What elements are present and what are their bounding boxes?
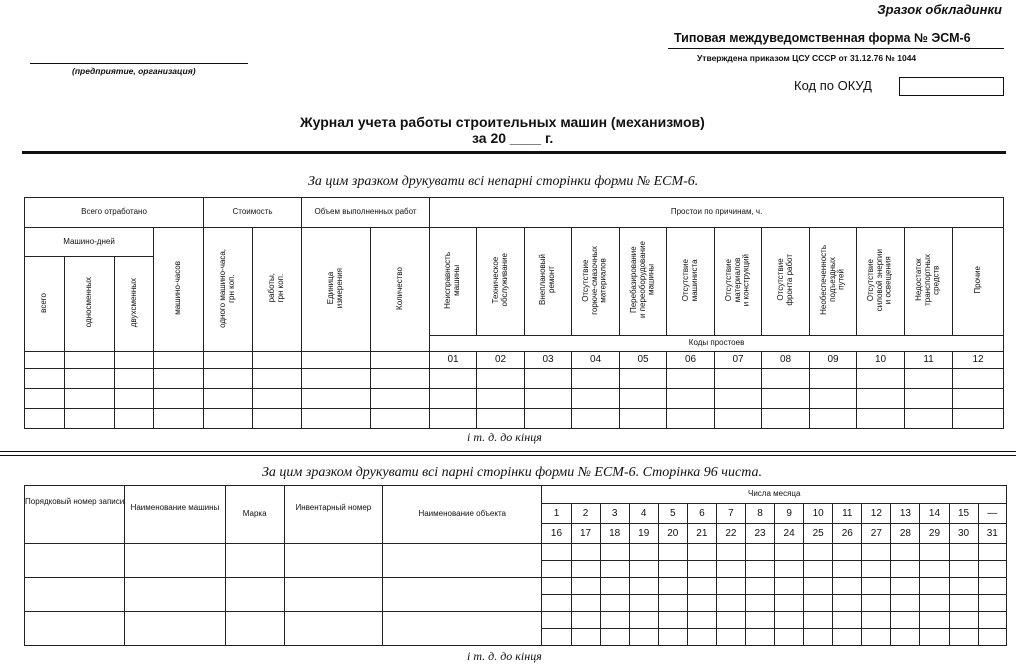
approval-text: Утверждена приказом ЦСУ СССР от 31.12.76 № 1044 xyxy=(697,53,917,63)
okud-label: Код по ОКУД xyxy=(794,78,872,93)
day-cell: 20 xyxy=(658,524,687,544)
day-cell: 7 xyxy=(716,504,745,524)
day-cell: 17 xyxy=(571,524,600,544)
day-cell: 26 xyxy=(833,524,862,544)
downtime-reason: Техническое обслуживание xyxy=(477,228,525,335)
work-log-table-even xyxy=(24,485,1007,646)
code-cell: 07 xyxy=(715,351,762,368)
day-cell: 21 xyxy=(687,524,716,544)
form-title: Типовая междуведомственная форма № ЭСМ-6 xyxy=(674,31,971,45)
day-cell: 25 xyxy=(804,524,833,544)
downtime-reason: Необеспеченность подъездных путей xyxy=(810,228,857,335)
total-days-header: всего xyxy=(25,257,65,351)
quantity-header: Количество xyxy=(371,228,430,352)
machine-name-header: Наименование машины xyxy=(125,486,225,544)
cost-hour-header: одного машино-часа, грн коп. xyxy=(204,228,253,352)
journal-title: Журнал учета работы строительных машин (механизмов) xyxy=(300,114,705,130)
day-cell: 28 xyxy=(891,524,920,544)
org-label: (предприятие, организация) xyxy=(72,66,196,76)
day-cell: 29 xyxy=(920,524,949,544)
day-cell: 8 xyxy=(745,504,774,524)
downtime-codes-label: Коды простоев xyxy=(430,335,1004,351)
code-cell: 08 xyxy=(762,351,810,368)
table-row xyxy=(25,612,1007,629)
day-cell: 18 xyxy=(600,524,629,544)
day-cell: 24 xyxy=(775,524,804,544)
sample-label: Зразок обкладинки xyxy=(877,2,1002,17)
day-cell: 22 xyxy=(716,524,745,544)
day-cell: 3 xyxy=(600,504,629,524)
month-days-header: Числа месяца xyxy=(542,486,1007,504)
group-cost-header: Стоимость xyxy=(204,198,302,228)
two-shift-header: двухсменных xyxy=(115,257,154,351)
okud-field[interactable] xyxy=(899,77,1004,96)
code-cell: 09 xyxy=(810,351,857,368)
group-worked-header: Всего отработано xyxy=(25,198,204,228)
table-row xyxy=(25,544,1007,561)
day-cell: 12 xyxy=(862,504,891,524)
code-cell: 06 xyxy=(667,351,715,368)
day-cell: 31 xyxy=(978,524,1006,544)
day-cell: 23 xyxy=(745,524,774,544)
day-cell: 27 xyxy=(862,524,891,544)
day-cell: 5 xyxy=(658,504,687,524)
day-cell: 19 xyxy=(629,524,658,544)
day-cell: 9 xyxy=(775,504,804,524)
journal-year: за 20 ____ г. xyxy=(472,130,554,146)
day-cell: 16 xyxy=(542,524,571,544)
brand-header: Марка xyxy=(225,486,284,544)
day-cell: 2 xyxy=(571,504,600,524)
even-pages-footer: і т. д. до кінця xyxy=(467,649,542,663)
day-cell: 15 xyxy=(949,504,978,524)
cost-work-header: работы, грн коп. xyxy=(253,228,302,352)
day-cell: 11 xyxy=(833,504,862,524)
downtime-reason: Неисправность машины xyxy=(430,228,477,335)
code-cell: 11 xyxy=(905,351,953,368)
work-log-table-odd xyxy=(24,197,1004,429)
downtime-reason: Прочие xyxy=(953,228,1004,335)
group-volume-header: Объем выполненных работ xyxy=(302,198,430,228)
section-separator-second xyxy=(0,455,1016,456)
day-cell: 14 xyxy=(920,504,949,524)
code-cell: 03 xyxy=(525,351,572,368)
downtime-reason: Перебазирование и переоборудование машины xyxy=(620,228,667,335)
day-cell: 1 xyxy=(542,504,571,524)
table-row xyxy=(25,368,1004,388)
machine-hours-header: машино-часов xyxy=(154,228,204,352)
seq-number-header: Порядковый номер записи xyxy=(25,486,125,544)
machine-days-header: Машино-дней xyxy=(25,228,154,257)
even-pages-note: За цим зразком друкувати всі парні сторінки форми № ЕСМ-6. Сторінка 96 чиста. xyxy=(262,465,762,480)
object-name-header: Наименование объекта xyxy=(382,486,541,544)
table-row xyxy=(25,578,1007,595)
downtime-reason: Отсутствие силовой энергии и освещения xyxy=(857,228,905,335)
day-cell: 6 xyxy=(687,504,716,524)
day-cell: 30 xyxy=(949,524,978,544)
title-rule xyxy=(22,151,1006,154)
odd-pages-note: За цим зразком друкувати всі непарні сторінки форми № ЕСМ-6. xyxy=(308,174,699,189)
day-cell: 10 xyxy=(804,504,833,524)
inventory-number-header: Инвентарный номер xyxy=(284,486,382,544)
code-cell: 05 xyxy=(620,351,667,368)
code-cell: 12 xyxy=(953,351,1004,368)
form-title-underline xyxy=(668,48,1004,49)
downtime-reason: Отсутствие горюче-смазочных материалов xyxy=(572,228,620,335)
downtime-reason: Отсутствие материалов и конструкций xyxy=(715,228,762,335)
downtime-codes-row xyxy=(25,351,1004,368)
code-cell: 10 xyxy=(857,351,905,368)
day-cell: — xyxy=(978,504,1006,524)
downtime-reason: Недостаток транспортных средств xyxy=(905,228,953,335)
day-cell: 4 xyxy=(629,504,658,524)
code-cell: 02 xyxy=(477,351,525,368)
one-shift-header: односменных xyxy=(65,257,115,351)
downtime-reason: Отсутствие фронта работ xyxy=(762,228,810,335)
table-row xyxy=(25,408,1004,428)
unit-header: Единица измерения xyxy=(302,228,371,352)
table-row xyxy=(25,388,1004,408)
section-separator xyxy=(0,451,1016,452)
code-cell: 04 xyxy=(572,351,620,368)
downtime-reason: Отсутствие машиниста xyxy=(667,228,715,335)
downtime-reason: Внеплановый ремонт xyxy=(525,228,572,335)
org-line xyxy=(30,63,248,64)
day-cell: 13 xyxy=(891,504,920,524)
group-downtime-header: Простои по причинам, ч. xyxy=(430,198,1004,228)
code-cell: 01 xyxy=(430,351,477,368)
odd-pages-footer: і т. д. до кінця xyxy=(467,430,542,444)
